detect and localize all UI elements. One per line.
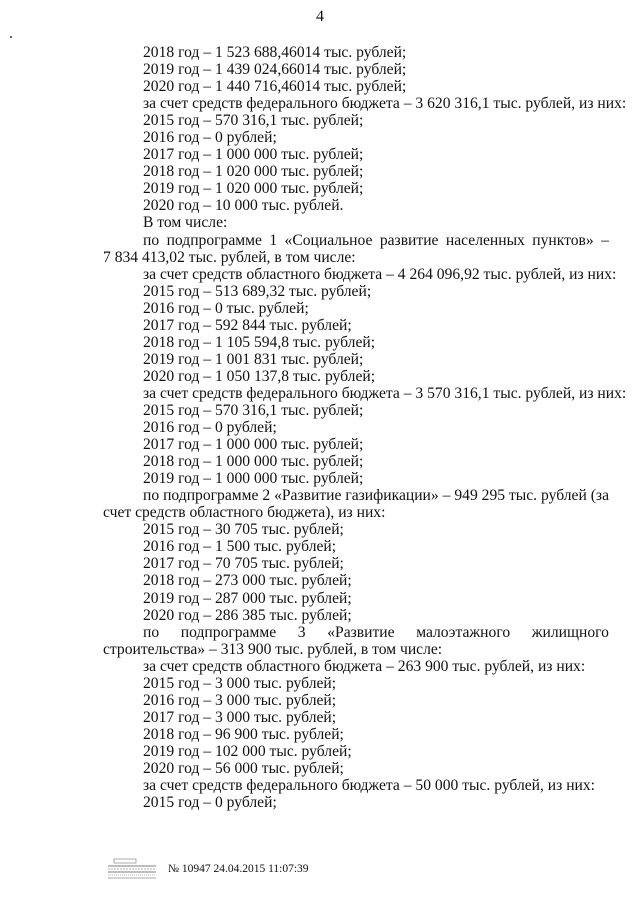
text-line: 2019 год – 1 439 024,66014 тыс. рублей; [143,61,407,79]
text-line: 2017 год – 70 705 тыс. рублей; [143,555,344,573]
text-line: 2016 год – 1 500 тыс. рублей; [143,538,337,556]
text-line: 2017 год – 1 000 000 тыс. рублей; [143,436,364,454]
text-line: 2015 год – 570 316,1 тыс. рублей; [143,401,364,419]
text-line: 2019 год – 1 001 831 тыс. рублей; [143,350,364,368]
text-line: 2018 год – 273 000 тыс. рублей; [143,572,352,590]
text-line: 2015 год – 0 рублей; [143,794,277,812]
text-line: 2019 год – 1 000 000 тыс. рублей; [143,470,364,488]
text-line [103,487,609,504]
text-word: развитие [379,231,439,249]
text-line: строительства» – 313 900 тыс. рублей, в том числе: [103,640,443,658]
text-line: 2019 год – 102 000 тыс. рублей; [143,742,352,760]
text-word: подпрограмме [166,231,262,249]
text-word: 949 [454,487,478,505]
text-word: газификации» [345,487,439,505]
page-number: 4 [316,8,324,25]
text-line: 2020 год – 56 000 тыс. рублей; [143,759,344,777]
text-line: 2019 год – 287 000 тыс. рублей; [143,589,352,607]
text-line: 2020 год – 286 385 тыс. рублей; [143,606,352,624]
text-line: 7 834 413,02 тыс. рублей, в том числе: [103,248,356,266]
text-word: подпрограмме [180,623,277,641]
document-body [103,44,627,812]
text-line: 2020 год – 1 050 137,8 тыс. рублей; [143,367,376,385]
text-word: – [442,487,451,505]
text-line: 2016 год – 0 тыс. рублей; [143,299,309,317]
text-line: 2020 год – 10 000 тыс. рублей. [143,197,344,215]
text-line: 2015 год – 3 000 тыс. рублей; [143,674,337,692]
text-word: «Социальное [284,231,373,249]
text-line [103,232,609,249]
text-word: по [143,231,160,249]
document-footer [104,858,354,880]
text-line: за счет средств областного бюджета – 263 900 тыс. рублей, из них: [143,657,586,675]
text-word: (за [590,487,609,505]
text-word: жилищного [531,623,609,641]
text-line: 2015 год – 30 705 тыс. рублей; [143,521,344,539]
text-line: 2020 год – 1 440 716,46014 тыс. рублей; [143,78,407,96]
text-line: 2018 год – 1 523 688,46014 тыс. рублей; [143,44,407,61]
text-word: подпрограмме [163,487,259,505]
text-word: пунктов» [532,231,594,249]
text-line [103,624,609,641]
text-word: населенных [445,231,525,249]
government-stamp-logo [104,858,160,880]
text-line: счет средств областного бюджета), из них: [103,504,386,522]
text-line: 2018 год – 1 000 000 тыс. рублей; [143,453,364,471]
text-line: за счет средств федерального бюджета – 3 570 316,1 тыс. рублей, из них: [143,384,627,402]
text-line: за счет средств федерального бюджета – 50 000 тыс. рублей, из них: [143,777,596,795]
text-line: 2016 год – 0 рублей; [143,419,277,437]
text-word: 1 [269,231,278,249]
text-word: 295 [481,487,506,505]
text-line: 2016 год – 3 000 тыс. рублей; [143,691,337,709]
text-line: 2017 год – 1 000 000 тыс. рублей; [143,146,364,164]
text-line: 2015 год – 513 689,32 тыс. рублей; [143,282,372,300]
text-line: 2018 год – 1 105 594,8 тыс. рублей; [143,333,376,351]
text-word: «Развитие [274,487,342,505]
text-line: 2017 год – 3 000 тыс. рублей; [143,708,337,726]
text-word: малоэтажного [416,623,511,641]
registration-stamp: № 10947 24.04.2015 11:07:39 [168,863,309,875]
text-word: 2 [262,487,271,505]
text-line: за счет средств федерального бюджета – 3 620 316,1 тыс. рублей, из них: [143,95,627,113]
text-word: рублей [541,487,587,505]
text-line: В том числе: [143,214,228,232]
text-word: по [143,623,160,641]
text-line: 2018 год – 1 020 000 тыс. рублей; [143,163,364,181]
text-word: «Развитие [327,623,395,641]
text-word: тыс. [508,487,538,505]
text-line: 2016 год – 0 рублей; [143,129,277,147]
text-word: 3 [297,623,306,641]
text-line: за счет средств областного бюджета – 4 264 096,92 тыс. рублей, из них: [143,265,617,283]
text-line: 2019 год – 1 020 000 тыс. рублей; [143,180,364,198]
text-line: 2015 год – 570 316,1 тыс. рублей; [143,112,364,130]
text-line: 2018 год – 96 900 тыс. рублей; [143,725,344,743]
text-word: по [143,487,160,505]
scan-speck [10,36,12,38]
text-line: 2017 год – 592 844 тыс. рублей; [143,316,352,334]
text-word: – [601,231,609,249]
